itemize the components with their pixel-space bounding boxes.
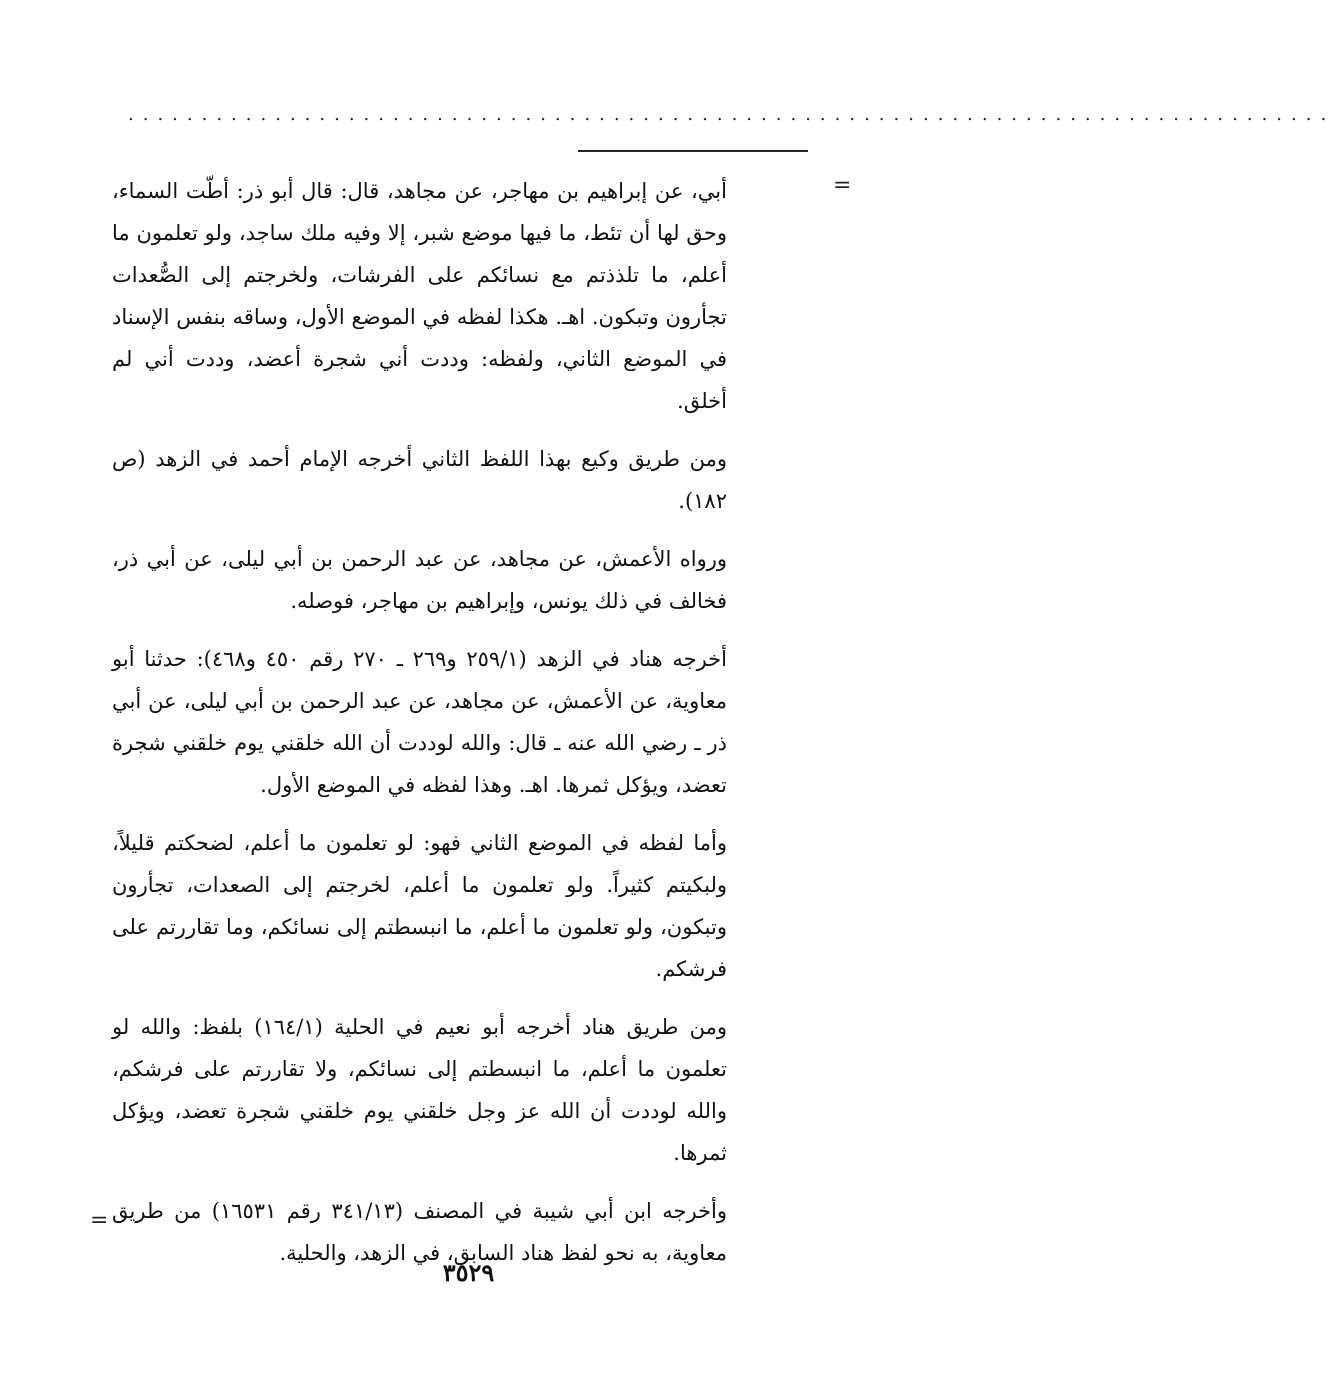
paragraph: ومن طريق هناد أخرجه أبو نعيم في الحلية (١٦٤/١) بلفظ: والله لو تعلمون ما أعلم، ما انبسطتم إلى نسائكم، ولا تقاررتم على فرشكم، والله لوددت أن الله عز وجل خلقني يوم خلقني شجرة تعضد، ويؤكل ثمرها.	[112, 1015, 727, 1165]
paragraph: أخرجه هناد في الزهد (٢٥٩/١ و٢٦٩ ـ ٢٧٠ رقم ٤٥٠ و٤٦٨): حدثنا أبو معاوية، عن الأعمش، عن مجاهد، عن عبد الرحمن بن أبي ليلى، عن أبي ذر ـ رضي الله عنه ـ قال: والله لوددت أن الله خلقني يوم خلقني شجرة تعضد، ويؤكل ثمرها. اهـ. وهذا لفظه في الموضع الأول.	[112, 647, 727, 797]
paragraph: وأما لفظه في الموضع الثاني فهو: لو تعلمون ما أعلم، لضحكتم قليلاً، ولبكيتم كثيراً. ولو تعلمون ما أعلم، لخرجتم إلى الصعدات، تجأرون وتبكون، ولو تعلمون ما أعلم، ما انبسطتم إلى نسائكم، وما تقاررتم على فرشكم.	[112, 831, 727, 981]
dotted-separator: ..................................................................................	[128, 104, 1335, 125]
continuation-mark-bottom: =	[90, 1208, 109, 1233]
footnote-separator-line	[578, 150, 808, 152]
footnote-text	[112, 170, 727, 1290]
paragraph: وأخرجه ابن أبي شيبة في المصنف (٣٤١/١٣ رقم ١٦٥٣١) من طريق معاوية، به نحو لفظ هناد السابق، في الزهد، والحلية.	[112, 1199, 728, 1265]
page-number: ٣٥٢٩	[442, 1258, 495, 1287]
paragraph: ومن طريق وكيع بهذا اللفظ الثاني أخرجه الإمام أحمد في الزهد (ص ١٨٢).	[112, 447, 727, 513]
paragraph: أبي، عن إبراهيم بن مهاجر، عن مجاهد، قال: قال أبو ذر: أطّت السماء، وحق لها أن تئط، ما فيها موضع شبر، إلا وفيه ملك ساجد، ولو تعلمون ما أعلم، ما تلذذتم مع نسائكم على الفرشات، ولخرجتم إلى الصُّعدات تجأرون وتبكون. اهـ. هكذا لفظه في الموضع الأول، وساقه بنفس الإسناد في الموضع الثاني، ولفظه: وددت أني شجرة أعضد، وددت أني لم أخلق.	[112, 179, 727, 413]
continuation-mark-top: =	[833, 173, 852, 198]
paragraph: ورواه الأعمش، عن مجاهد، عن عبد الرحمن بن أبي ليلى، عن أبي ذر، فخالف في ذلك يونس، وإبراهيم بن مهاجر، فوصله.	[112, 547, 727, 613]
